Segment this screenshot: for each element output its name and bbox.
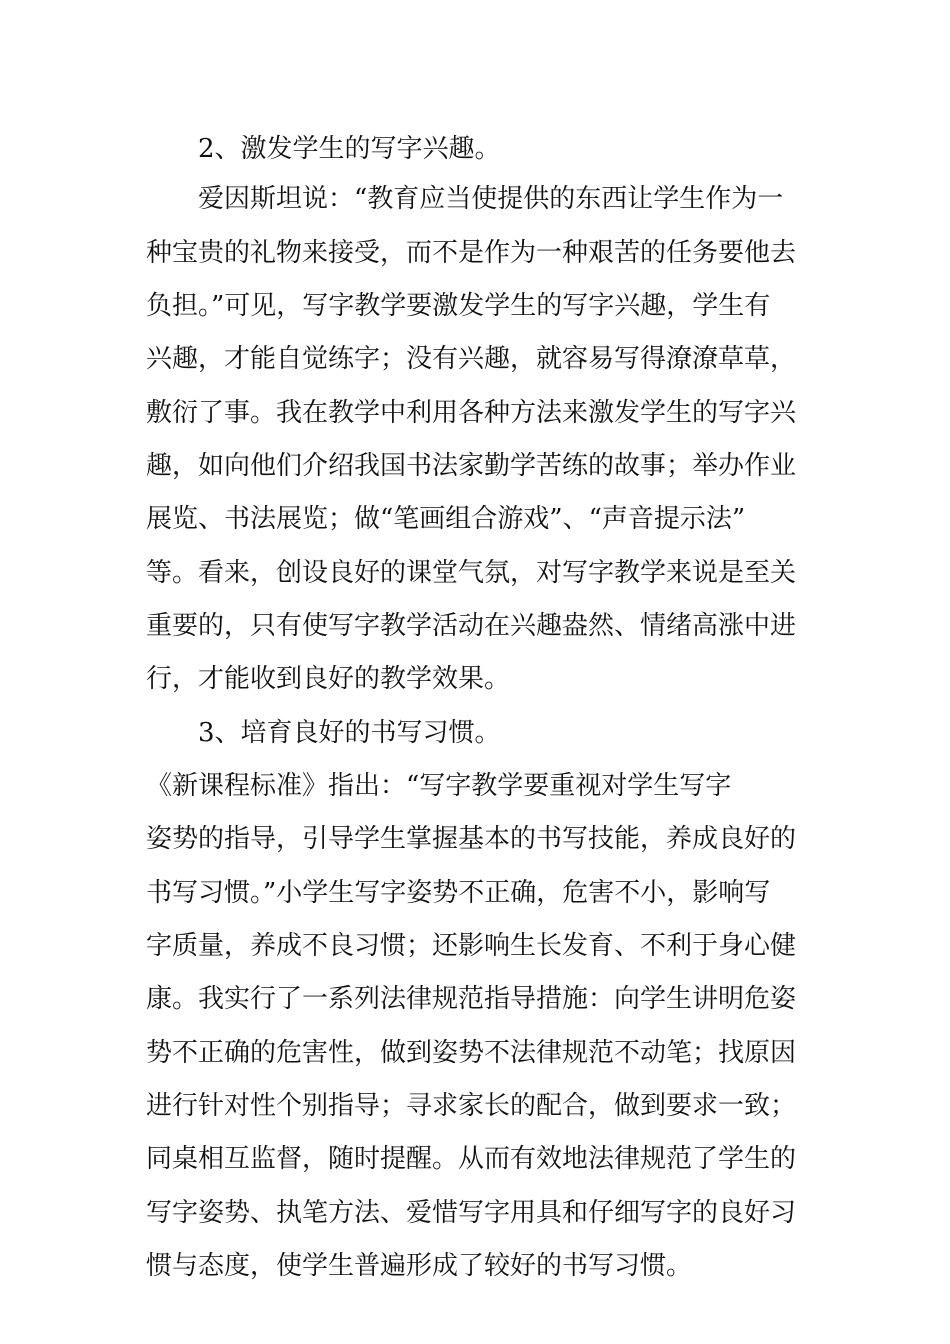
paragraph-line: 负担。”可见，写字教学要激发学生的写字兴趣，学生有 [146, 291, 771, 321]
paragraph-line: 康。我实行了一系列法律规范指导措施：向学生讲明危姿 [146, 984, 797, 1014]
paragraph-line: 兴趣，才能自觉练字；没有兴趣，就容易写得潦潦草草， [146, 344, 797, 374]
paragraph-line: 势不正确的危害性，做到姿势不法律规范不动笔；找原因 [146, 1038, 797, 1068]
heading-3: 3、培育良好的书写习惯。 [198, 718, 501, 748]
paragraph-line: 书写习惯。”小学生写字姿势不正确，危害不小，影响写 [146, 878, 771, 908]
paragraph-line: 行，才能收到良好的教学效果。 [146, 664, 511, 694]
paragraph-line: 展览、书法展览；做“笔画组合游戏”、“声音提示法” [146, 504, 746, 534]
paragraph-line: 爱因斯坦说：“教育应当使提供的东西让学生作为一 [198, 184, 784, 214]
paragraph-line: 字质量，养成不良习惯；还影响生长发育、不利于身心健 [146, 931, 797, 961]
paragraph-line: 惯与态度，使学生普遍形成了较好的书写习惯。 [146, 1251, 693, 1281]
paragraph-line: 同桌相互监督，随时提醒。从而有效地法律规范了学生的 [146, 1144, 797, 1174]
paragraph-line: 等。看来，创设良好的课堂气氛，对写字教学来说是至关 [146, 558, 797, 588]
heading-2: 2、激发学生的写字兴趣。 [198, 134, 501, 164]
paragraph-line: 进行针对性个别指导；寻求家长的配合，做到要求一致； [146, 1091, 797, 1121]
paragraph-line: 敷衍了事。我在教学中利用各种方法来激发学生的写字兴 [146, 398, 797, 428]
paragraph-line: 《新课程标准》指出：“写字教学要重视对学生写字 [146, 771, 732, 801]
paragraph-line: 趣，如向他们介绍我国书法家勤学苦练的故事；举办作业 [146, 451, 797, 481]
paragraph-line: 写字姿势、执笔方法、爱惜写字用具和仔细写字的良好习 [146, 1198, 797, 1228]
paragraph-line: 种宝贵的礼物来接受，而不是作为一种艰苦的任务要他去 [146, 238, 797, 268]
paragraph-line: 姿势的指导，引导学生掌握基本的书写技能，养成良好的 [146, 824, 797, 854]
paragraph-line: 重要的，只有使写字教学活动在兴趣盎然、情绪高涨中进 [146, 611, 797, 641]
